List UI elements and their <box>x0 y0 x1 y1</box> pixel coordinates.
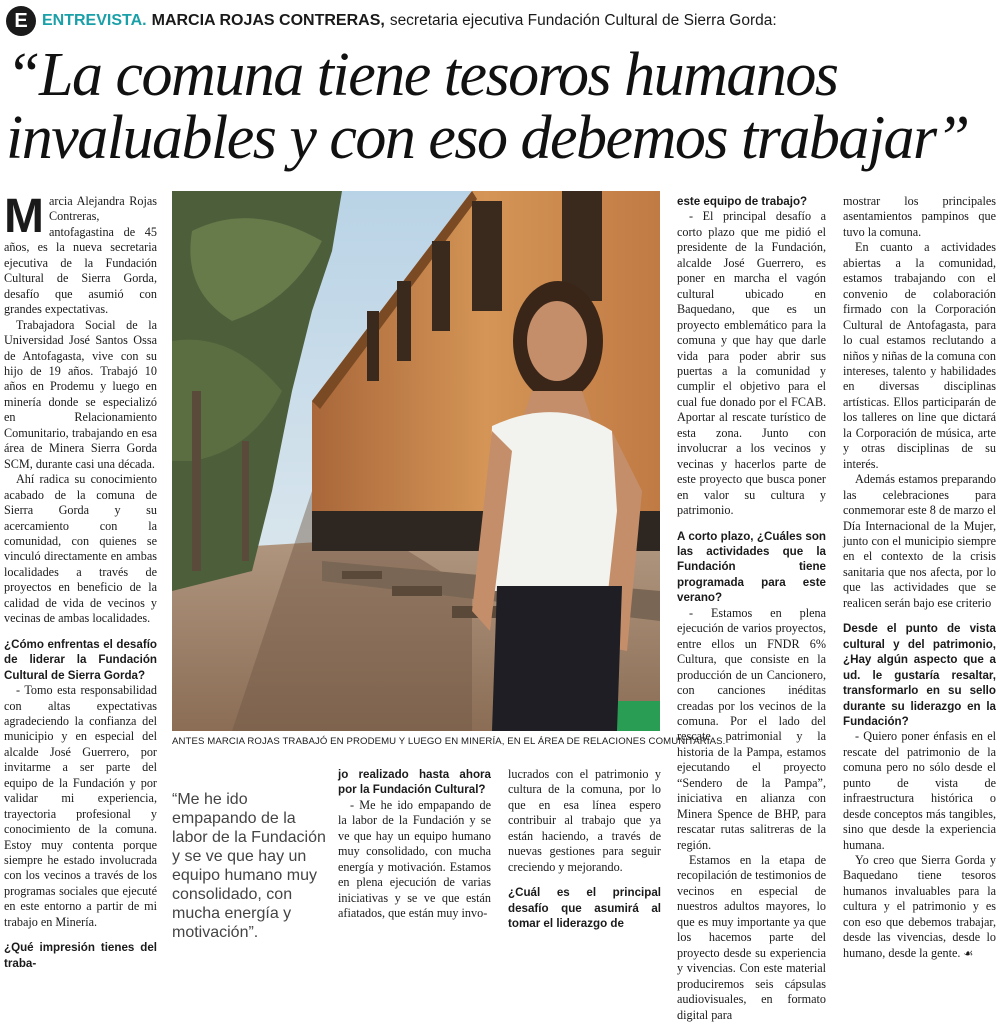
lead-paragraph: Marcia Alejandra Rojas Contreras, antofagastina de 45 años, es la nueva secretaria ejecutiva de la Fundación Cultural de Sierra Gorda, desafío que asumió con grandes expectativas. <box>4 190 157 317</box>
body-paragraph: - Quiero poner énfasis en el rescate del patrimonio de la comuna pero no sólo desde el punto de vista de infraestructura histórica o desde conceptos más tangibles, sino que desde la experiencia humana. <box>843 729 996 852</box>
photo-caption: ANTES MARCIA ROJAS TRABAJÓ EN PRODEMU Y LUEGO EN MINERÍA, EN EL ÁREA DE RELACIONES COMUNITARIAS. <box>172 736 726 747</box>
interview-question: este equipo de trabajo? <box>677 195 808 208</box>
article-column-4 <box>677 194 826 1022</box>
interview-question: jo realizado hasta ahora por la Fundación Cultural? <box>338 768 491 797</box>
pull-quote: “Me he ido empapando de la labor de la Fundación y se ve que hay un equipo humano muy consolidado, con mucha energía y motivación”. <box>172 791 326 941</box>
article-column-2 <box>338 767 491 927</box>
article-photo <box>172 191 660 731</box>
interview-question: ¿Cuál es el principal desafío que asumirá al tomar el liderazgo de <box>508 886 661 931</box>
section-label: ENTREVISTA. <box>42 12 147 29</box>
body-paragraph: Estamos en la etapa de recopilación de testimonios de vecinos en especial de nuestros adultos mayores, lo que es muy importante ya que los hacemos parte del proyecto desde su experiencia y vivencias. Con este material produciremos seis cápsulas audiovisuales, en formato digital para <box>677 853 826 1022</box>
section-badge: E <box>6 6 36 36</box>
body-paragraph: Además estamos preparando las celebraciones para conmemorar este 8 de marzo el Día Internacional de la Mujer, junto con el municipio siempre en el contexto de la crisis sanitaria que nos afecta, por lo que las actividades que se realicen serán bajo ese criterio <box>843 472 996 610</box>
interview-question: ¿Qué impresión tienes del traba- <box>4 941 157 970</box>
body-paragraph: lucrados con el patrimonio y cultura de la comuna, por lo que en esa línea espero contribuir al trabajo que ya están haciendo, a través de nuevas gestiones para seguir creciendo y mejorando. <box>508 767 661 874</box>
article-column-5 <box>843 194 996 960</box>
article-column-3 <box>508 767 661 931</box>
headline <box>6 41 996 172</box>
body-paragraph: - Estamos en plena ejecución de varios proyectos, entre ellos un FNDR 6% Cultura, que consiste en la producción de un Cancionero, con canciones inéditas creadas por los vecinos de la comuna. Por el lado del rescate patrimonial y la historia de la Pampa, estamos ejecutando el proyecto “Sendero de la Pampa”, iniciativa en alianza con Minera Spence de BHP, para rescatar rutas salitreras de la región. <box>677 605 826 852</box>
interview-question: ¿Cómo enfrentas el desafío de liderar la Fundación Cultural de Sierra Gorda? <box>4 637 157 682</box>
body-paragraph: - El principal desafío a corto plazo que me pidió el presidente de la Fundación, alcalde José Guerrero, es poner en marcha el vagón cultural ubicado en Baquedano, que es un proyecto emblemático para la comuna y que hay que darle vida para poder abrir sus puertas a la comunidad y cumplir el objetivo para el cual fue donado por el FCAB. Aportar al rescate turístico de esta zona. Junto con involucrar a los vecinos y vecinas y hacerlos parte de este proyecto que busca poner en valor su cultura y patrimonio. <box>677 209 826 518</box>
body-paragraph: Trabajadora Social de la Universidad José Santos Ossa de Antofagasta, vive con su hijo de 19 años. Trabajó 10 años en Prodemu y luego en minería donde se especializó en Relacionamiento Comunitario, trabajando en esa área de Minera Sierra Gorda SCM, durante casi una década. <box>4 317 157 471</box>
body-paragraph: En cuanto a actividades abiertas a la comunidad, estamos trabajando con el convenio de colaboración firmado con la Corporación Cultural de Antofagasta, para lo cual estamos reclutando a niños y niñas de la comuna con intereses, talento y habilidades en diversas disciplinas artísticas. Ellos participarán de los talleres on line que dictará la Corporación de música, arte y otras disciplinas de su interés. <box>843 240 996 471</box>
body-paragraph: Ahí radica su conocimiento acabado de la comuna de Sierra Gorda y su acercamiento con la comunidad, con quienes se vinculó directamente en ambas localidades a través de proyectos en beneficio de la calidad de vida de vecinos y vecinas de ambas localidades. <box>4 472 157 626</box>
end-mark: ☙ <box>963 947 974 960</box>
body-paragraph: - Tomo esta responsabilidad con altas expectativas agradeciendo la confianza del municipio y en especial del alcalde José Guerrero, por invitarme a ser parte del equipo de la Fundación y por validar mi experiencia, trayectoria profesional y conocimiento de la comuna. Estoy muy contenta porque siempre he estado involucrada con los vecinos a través de los programas sociales que ejecuté en este entorno a partir de mi trabajo en Minería. <box>4 683 157 929</box>
body-paragraph: mostrar los principales asentamientos pampinos que tuvo la comuna. <box>843 194 996 239</box>
article-column-1 <box>4 190 157 970</box>
headline-line-2: invaluables y con eso debemos trabajar” <box>6 104 969 172</box>
interviewee-name: MARCIA ROJAS CONTRERAS, <box>151 12 385 29</box>
headline-line-1: “La comuna tiene tesoros humanos <box>6 41 838 109</box>
interview-question: Desde el punto de vista cultural y del patrimonio, ¿Hay algún aspecto que a ud. le gustaría resaltar, transformarlo en su sello durante su liderazgo en la Fundación? <box>843 622 996 728</box>
interview-question: A corto plazo, ¿Cuáles son las actividades que la Fundación tiene programada para este verano? <box>677 529 826 605</box>
body-paragraph: Yo creo que Sierra Gorda y Baquedano tiene tesoros humanos invaluables para la cultura y el patrimonio y es con eso que debemos trabajar, desde las vivencias, desde lo humano, desde la gente. ☙ <box>843 853 996 960</box>
article-kicker <box>6 6 777 36</box>
photo-illustration <box>172 191 660 731</box>
body-paragraph: - Me he ido empapando de la labor de la Fundación y se ve que hay un equipo humano muy consolidado, con mucha energía y motivación. Estamos en plena ejecución de varias iniciativas y se ve que están afiatados, que están muy invo- <box>338 797 491 921</box>
drop-cap: M <box>4 190 44 243</box>
interviewee-role: secretaria ejecutiva Fundación Cultural de Sierra Gorda: <box>389 12 777 29</box>
